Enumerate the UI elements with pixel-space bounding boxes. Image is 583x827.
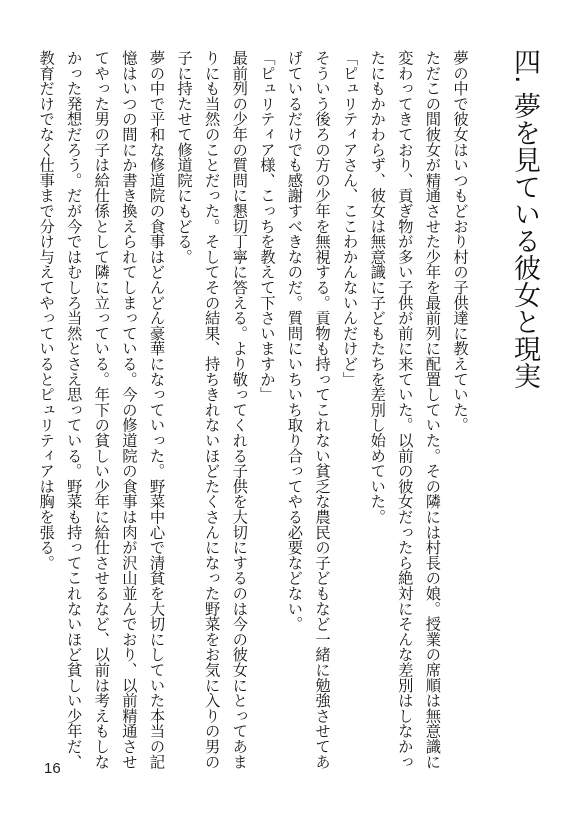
dialogue-line: 「ピュリティア様、こっちを教えて下さいますか」 (257, 50, 276, 402)
paragraph: 最前列の少年の質問に懇切丁寧に答える。より敬ってくれる子供を大切にするのは今の彼女にとってあまりにも当然のことだった。そしてその結果、持ちきれないほどたくさんになった野菜をお気に入りの男の子に持たせて修道院にもどる。 (175, 50, 249, 770)
page-number: 16 (44, 760, 61, 777)
paragraph: ただこの間彼女が精通させた少年を最前列に配置していた。その隣には村長の娘。授業の席順は無意識に変わってきており、貢ぎ物が多い子供が前に来ていた。以前の彼女だったら絶対にそんな差別はしなかったにもかかわらず、彼女は無意識に子どもたちを差別し始めていた。 (368, 50, 442, 770)
paragraph: そういう後ろの方の少年を無視する。貢物も持ってこれない貧乏な農民の子どもなど一緒に勉強させてあげているだけでも感謝すべきなのだ。質問にいちいち取り合ってやる必要などない。 (285, 50, 332, 770)
dialogue-line: 「ピュリティアさん、ここわかんないんだけど」 (340, 50, 359, 387)
body-text (32, 50, 474, 770)
paragraph: 夢の中で平和な修道院の食事はどんどん豪華になっていった。野菜中心で清貧を大切にしていた本当の記憶はいつの間にか書き換えられてしまっている。今の修道院の食事は肉が沢山並んでおり、以前精通させてやった男の子は給仕係として隣に立っている。年下の貧しい少年に給仕させるなど、以前は考えもしなかった発想だろう。だが今ではむしろ当然とさえ思っている。野菜も持ってこれないほど貧しい少年だ、教育だけでなく仕事まで分け与えてやっているとピュリティアは胸を張る。 (37, 50, 166, 770)
chapter-title: 四. 夢を見ている彼女と現実 (509, 48, 540, 390)
paragraph: 夢の中で彼女はいつもどおり村の子供達に教えていた。 (451, 50, 469, 433)
